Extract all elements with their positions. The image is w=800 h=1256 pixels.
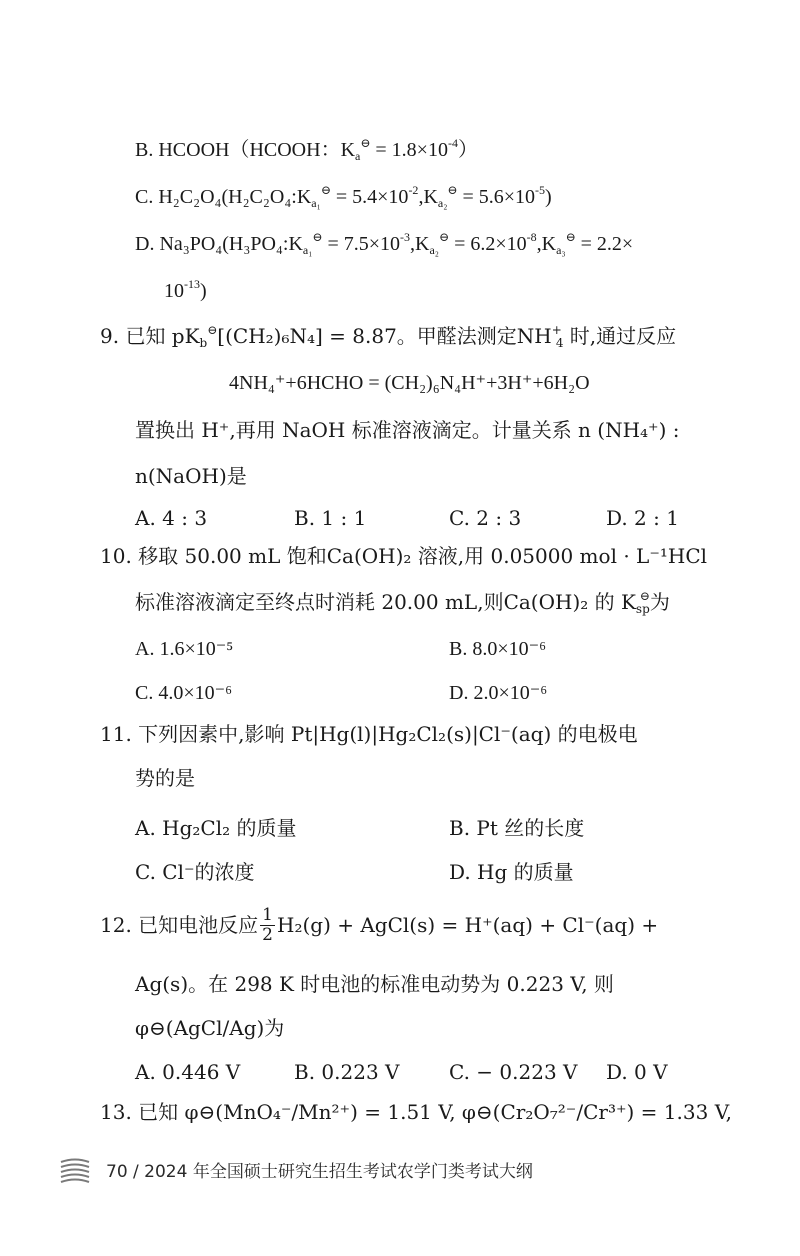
q8-option-c-exp1: -2	[408, 183, 419, 197]
q8-option-d-cont-exp: -13	[184, 277, 200, 291]
q12-option-c: C. − 0.223 V	[449, 1060, 578, 1084]
q9-option-c: C. 2 : 3	[449, 506, 522, 530]
q10-option-b: B. 8.0×10⁻⁶	[449, 638, 547, 660]
q8-option-d-value1: = 7.5×10	[322, 233, 401, 255]
q8-option-c-exp2: -5	[535, 183, 546, 197]
q11-option-a: A. Hg₂Cl₂ 的质量	[135, 816, 297, 840]
q10-option-a: A. 1.6×10⁻⁵	[135, 638, 234, 660]
q8-option-c: C. $H_2C_2O_4(H_2C_2O_4:K_{a_1}^⊖ = 5.4\times 10^{-2},K_{a_2}^⊖ = 5.6\times 10^{-5})$	[135, 183, 552, 210]
q9-stem-a: 9. 已知 pK	[100, 324, 200, 348]
q12-fraction-numerator: 1	[262, 905, 273, 925]
q10-stem-line2: 标准溶液滴定至终点时消耗 20.00 mL,则Ca(OH)₂ 的 $K_{sp}^⊖$为	[135, 589, 670, 616]
q8-option-d-value3: = 2.2×	[575, 233, 634, 255]
q13-stem-line1: 13. 已知 φ⊖(MnO₄⁻/Mn²⁺) = 1.51 V, φ⊖(Cr₂O₇²⁻/Cr³⁺) = 1.33 V,	[100, 1100, 732, 1124]
q11-stem-line1: 11. 下列因素中,影响 Pt|Hg(l)|Hg₂Cl₂(s)|Cl⁻(aq) 的电极电	[100, 722, 638, 746]
q9-stem-b: [(CH₂)₆N₄] = 8.87。甲醛法测定NH	[217, 324, 552, 348]
q9-equation: 4NH₄⁺+6HCHO = (CH₂)₆N₄H⁺+3H⁺+6H₂O	[229, 372, 590, 394]
q8-option-d-exp2: -8	[526, 230, 537, 244]
q12-stem-line2: Ag(s)。在 298 K 时电池的标准电动势为 0.223 V, 则	[135, 972, 614, 996]
q8-option-b-text: B. HCOOH（HCOOH：K	[135, 139, 356, 161]
q9-stem: 9. 已知 $pK_b^⊖[(CH_2)_6N_4] = 8.87$。甲醛法测定$NH^+_4$ 时,通过反应	[100, 323, 677, 350]
q10-option-c: C. 4.0×10⁻⁶	[135, 682, 233, 704]
q9-stem-c: 时,通过反应	[563, 324, 677, 348]
q9-option-d: D. 2 : 1	[606, 506, 679, 530]
q8-option-b: B. HCOOH（HCOOH：$K_a^⊖ = 1.8\times 10^{-4}$）	[135, 136, 478, 163]
q10-option-d: D. 2.0×10⁻⁶	[449, 682, 548, 704]
q11-option-b: B. Pt 丝的长度	[449, 816, 585, 840]
q10-stem-line1: 10. 移取 50.00 mL 饱和Ca(OH)₂ 溶液,用 0.05000 mol · L⁻¹HCl	[100, 544, 708, 568]
q9-stem-line4: n(NaOH)是	[135, 464, 247, 488]
q8-option-d: D. $Na_3PO_4(H_3PO_4:K_{a_1}^⊖ = 7.5\times 10^{-3},K_{a_2}^⊖ = 6.2\times 10^{-8},K_{a_3}^⊖ = 2.2\times$	[135, 230, 634, 257]
q8-option-b-value: = 1.8×10	[370, 139, 448, 161]
q8-option-d-value2: = 6.2×10	[449, 233, 527, 255]
q12-stem-line1b: H₂(g) + AgCl(s) = H⁺(aq) + Cl⁻(aq) +	[277, 913, 659, 938]
q9-option-a: A. 4 : 3	[135, 506, 208, 530]
q9-option-b: B. 1 : 1	[294, 506, 367, 530]
q10-stem-line2-tail: 为	[649, 590, 670, 614]
q12-option-a: A. 0.446 V	[135, 1060, 241, 1084]
q8-option-b-exp: -4	[447, 136, 458, 150]
q11-option-d: D. Hg 的质量	[449, 860, 574, 884]
q12-option-d: D. 0 V	[606, 1060, 668, 1084]
q12-stem-line3: φ⊖(AgCl/Ag)为	[135, 1016, 285, 1040]
q8-option-d-cont-text: 10	[164, 280, 184, 302]
q8-option-c-value1: = 5.4×10	[330, 186, 409, 208]
q8-option-c-value2: = 5.6×10	[457, 186, 536, 208]
q12-stem-line1a: 12. 已知电池反应	[100, 913, 259, 938]
book-stack-icon	[58, 1154, 92, 1184]
q8-option-d-text: D. Na₃PO₄(H₃PO₄:K	[135, 233, 303, 255]
q12-fraction-denominator: 2	[262, 924, 273, 945]
q12-option-b: B. 0.223 V	[294, 1060, 400, 1084]
q8-option-d-continuation: $10^{-13}$)	[164, 277, 207, 302]
q11-stem-line2: 势的是	[135, 766, 195, 790]
q11-option-c: C. Cl⁻的浓度	[135, 860, 255, 884]
q9-stem-line3: 置换出 H⁺,再用 NaOH 标准溶液滴定。计量关系 n (NH₄⁺) :	[135, 418, 680, 442]
q12-fraction	[260, 906, 275, 944]
q8-option-c-text: C. H₂C₂O₄(H₂C₂O₄:K	[135, 186, 312, 208]
q12-stem-line1	[100, 906, 658, 944]
q10-stem-line2-text: 标准溶液滴定至终点时消耗 20.00 mL,则Ca(OH)₂ 的 K	[135, 590, 636, 614]
q8-option-d-exp1: -3	[400, 230, 411, 244]
footer-text: 70 / 2024 年全国硕士研究生招生考试农学门类考试大纲	[106, 1161, 533, 1182]
page-footer	[58, 1152, 533, 1186]
